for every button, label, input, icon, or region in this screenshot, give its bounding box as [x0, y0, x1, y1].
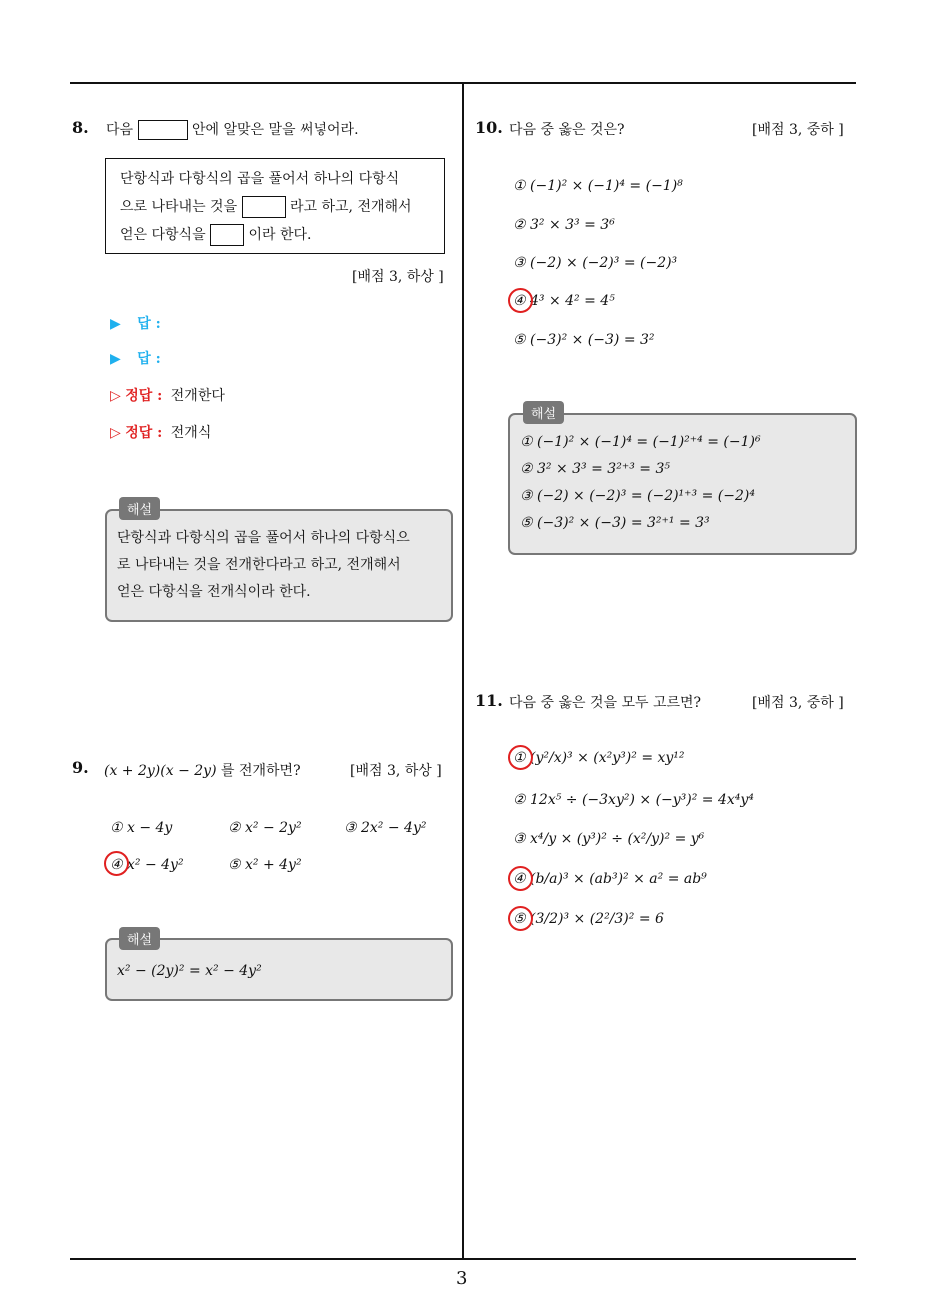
q10-sol-line2: ② 3² × 3³ = 3²⁺³ = 3⁵ — [520, 461, 670, 477]
q9-option-1[interactable]: ① x − 4y — [110, 820, 173, 836]
play-arrow-icon: ▶ — [110, 351, 121, 367]
q9-prompt-text: 를 전개하면? — [221, 763, 301, 779]
q10-option-1[interactable]: ① (−1)² × (−1)⁴ = (−1)⁸ — [513, 178, 683, 194]
q8-box-line2b: 라고 하고, 전개해서 — [290, 199, 412, 215]
q9-option-3[interactable]: ③ 2x² − 4y² — [344, 820, 427, 836]
q8-solution-box — [105, 509, 453, 622]
q8-answer-line1 — [110, 313, 161, 333]
q8-statement-box — [105, 158, 445, 254]
q11-answer-circle-mark-4 — [508, 866, 533, 891]
q8-box-line2a: 으로 나타내는 것을 — [120, 199, 238, 215]
q9-option-5[interactable]: ⑤ x² + 4y² — [228, 857, 302, 873]
q9-prompt-math: (x + 2y)(x − 2y) — [104, 763, 217, 779]
q10-solution-body — [520, 429, 845, 537]
q8-correct-line1 — [110, 385, 225, 405]
q9-number: 9. — [72, 758, 89, 777]
q8-number: 8. — [72, 118, 89, 137]
q10-solution-tag: 해설 — [523, 401, 564, 424]
q10-answer-circle-mark — [508, 288, 533, 313]
q8-correct-line2 — [110, 422, 211, 442]
q11-option-2[interactable]: ② 12x⁵ ÷ (−3xy²) × (−y³)² = 4x⁴y⁴ — [513, 792, 754, 808]
q11-option-4[interactable]: ④ (b/a)³ × (ab³)² × a² = ab⁹ — [513, 871, 707, 887]
outline-triangle-icon: ▷ — [110, 388, 121, 404]
q9-solution-tag: 해설 — [119, 927, 160, 950]
q10-sol-line3: ③ (−2) × (−2)³ = (−2)¹⁺³ = (−2)⁴ — [520, 488, 755, 504]
q10-option-5[interactable]: ⑤ (−3)² × (−3) = 3² — [513, 332, 655, 348]
q10-prompt: 다음 중 옳은 것은? — [509, 122, 625, 138]
q8-solution-body — [117, 525, 441, 606]
q8-solution-tag: 해설 — [119, 497, 160, 520]
q9-option-2[interactable]: ② x² − 2y² — [228, 820, 302, 836]
q9-sol-line1: x² − (2y)² = x² − 4y² — [117, 963, 262, 979]
q8-prompt — [106, 119, 359, 140]
outline-triangle-icon: ▷ — [110, 425, 121, 441]
q8-box-line3a: 얻은 다항식을 — [120, 227, 206, 243]
q8-answer-label-1: 답 : — [137, 316, 161, 332]
q9-score: [배점 3, 하상 ] — [350, 763, 442, 779]
q8-correct-value-1: 전개한다 — [170, 388, 225, 404]
q9-prompt — [104, 760, 301, 780]
page-number: 3 — [456, 1268, 468, 1289]
column-divider — [462, 82, 464, 1259]
q10-score: [배점 3, 중하 ] — [752, 122, 844, 138]
q11-answer-circle-mark-5 — [508, 906, 533, 931]
q8-sol-line1: 단항식과 다항식의 곱을 풀어서 하나의 다항식으 — [117, 530, 410, 546]
q8-box-line2 — [120, 193, 430, 221]
q8-sol-line3: 얻은 다항식을 전개식이라 한다. — [117, 584, 311, 600]
q10-sol-line4: ⑤ (−3)² × (−3) = 3²⁺¹ = 3³ — [520, 515, 710, 531]
bottom-rule — [70, 1258, 856, 1260]
q11-option-1[interactable]: ① (y²/x)³ × (x²y³)² = xy¹² — [513, 750, 685, 766]
q9-option-4[interactable]: ④ x² − 4y² — [110, 857, 184, 873]
q8-prompt-a: 다음 — [106, 122, 134, 138]
q11-number: 11. — [475, 691, 503, 710]
q11-option-5[interactable]: ⑤ (3/2)³ × (2²/3)² = 6 — [513, 911, 664, 927]
q8-answer-line2 — [110, 348, 161, 368]
q8-box-line1: 단항식과 다항식의 곱을 풀어서 하나의 다항식 — [120, 171, 400, 187]
q10-solution-box — [508, 413, 857, 555]
q8-box-line3b: 이라 한다. — [248, 227, 312, 243]
q10-option-2[interactable]: ② 3² × 3³ = 3⁶ — [513, 217, 615, 233]
q9-solution-body — [117, 958, 441, 985]
q10-option-3[interactable]: ③ (−2) × (−2)³ = (−2)³ — [513, 255, 678, 271]
q8-score: [배점 3, 하상 ] — [352, 269, 444, 285]
q8-sol-line2: 로 나타내는 것을 전개한다라고 하고, 전개해서 — [117, 557, 401, 573]
q8-prompt-b: 안에 알맞은 말을 써넣어라. — [191, 122, 359, 138]
q11-answer-circle-mark-1 — [508, 745, 533, 770]
q8-box-blank2 — [210, 224, 244, 246]
play-arrow-icon: ▶ — [110, 316, 121, 332]
q8-box-line3 — [120, 221, 430, 249]
q10-sol-line1: ① (−1)² × (−1)⁴ = (−1)²⁺⁴ = (−1)⁶ — [520, 434, 761, 450]
q8-correct-label-1: 정답 : — [125, 388, 163, 404]
q11-score: [배점 3, 중하 ] — [752, 695, 844, 711]
q11-option-3[interactable]: ③ x⁴/y × (y³)² ÷ (x²/y)² = y⁶ — [513, 831, 705, 847]
q8-correct-label-2: 정답 : — [125, 425, 163, 441]
q9-answer-circle-mark — [104, 851, 129, 876]
q8-box-blank1 — [242, 196, 286, 218]
q8-answer-label-2: 답 : — [137, 351, 161, 367]
q10-option-4[interactable]: ④ 4³ × 4² = 4⁵ — [513, 293, 615, 309]
q8-correct-value-2: 전개식 — [170, 425, 212, 441]
q10-number: 10. — [475, 118, 503, 137]
q8-blank — [138, 120, 188, 140]
q11-prompt: 다음 중 옳은 것을 모두 고르면? — [509, 695, 702, 711]
